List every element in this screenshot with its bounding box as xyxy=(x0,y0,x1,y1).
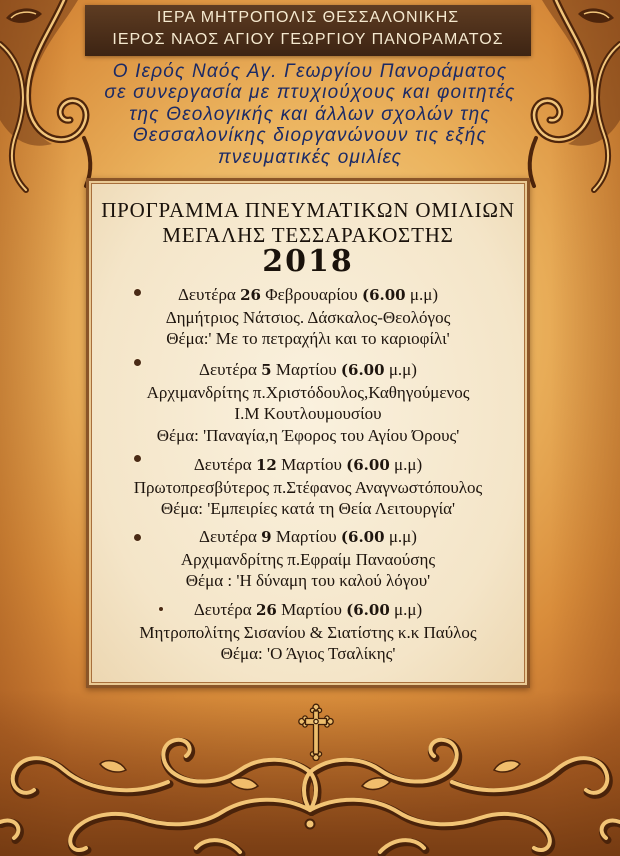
talk-time: (6.00 xyxy=(346,456,390,474)
talk-entry xyxy=(89,599,527,665)
talk-topic: Θέμα: 'Ο Άγιος Τσαλίκης' xyxy=(220,644,396,663)
talk-weekday: Δευτέρα xyxy=(199,527,257,546)
talk-topic: Θέμα:' Με το πετραχήλι και το καριοφίλι' xyxy=(166,329,450,348)
talk-time-suffix: μ.μ) xyxy=(409,285,438,304)
intro-line: της Θεολογικής και άλλων σχολών της xyxy=(129,103,491,125)
talk-day: 9 xyxy=(261,528,272,546)
header-metropolis: ΙΕΡΑ ΜΗΤΡΟΠΟΛΙΣ ΘΕΣΣΑΛΟΝΙΚΗΣ xyxy=(156,9,460,26)
talk-month: Μαρτίου xyxy=(275,527,337,546)
talk-date xyxy=(89,454,527,477)
talk-entry xyxy=(89,454,527,520)
talk-date xyxy=(89,359,527,382)
talk-speaker: Αρχιμανδρίτης π.Χριστόδουλος,Καθηγούμενος xyxy=(146,382,470,402)
talk-weekday: Δευτέρα xyxy=(199,360,257,379)
talk-speaker: Αρχιμανδρίτης π.Εφραίμ Παναούσης xyxy=(180,549,436,569)
talk-speaker: Πρωτοπρεσβύτερος π.Στέφανος Αναγνωστόπουλος xyxy=(133,477,483,497)
talk-time-suffix: μ.μ) xyxy=(388,360,417,379)
talk-month: Μαρτίου xyxy=(275,360,337,379)
talk-entry xyxy=(89,526,527,592)
talk-time-suffix: μ.μ) xyxy=(394,600,423,619)
talk-weekday: Δευτέρα xyxy=(177,285,236,304)
header-church: ΙΕΡΟΣ ΝΑΟΣ ΑΓΙΟΥ ΓΕΩΡΓΙΟΥ ΠΑΝΟΡΑΜΑΤΟΣ xyxy=(112,31,504,48)
intro-text xyxy=(0,61,620,168)
intro-line: σε συνεργασία με πτυχιούχους και φοιτητές xyxy=(104,82,516,104)
talk-topic: Θέμα : 'Η δύναμη του καλού λόγου' xyxy=(185,571,431,590)
talk-time-suffix: μ.μ) xyxy=(394,455,423,474)
talk-date xyxy=(89,599,527,622)
intro-line: Θεσσαλονίκης διοργανώνουν τις εξής xyxy=(132,125,488,147)
talk-entry xyxy=(89,284,527,350)
talk-weekday: Δευτέρα xyxy=(193,455,252,474)
talk-speaker: Μητροπολίτης Σισανίου & Σιατίστης κ.κ Παύλος xyxy=(139,622,477,642)
talk-topic: Θέμα: 'Παναγία,η Έφορος του Αγίου Όρους' xyxy=(156,425,460,445)
talk-time: (6.00 xyxy=(346,601,390,619)
intro-line: Ο Ιερός Ναός Αγ. Γεωργίου Πανοράματος xyxy=(112,61,508,82)
program-title: ΠΡΟΓΡΑΜΜΑ ΠΝΕΥΜΑΤΙΚΩΝ ΟΜΙΛΙΩΝ xyxy=(101,198,515,222)
talk-date xyxy=(89,526,527,549)
talk-entry xyxy=(89,359,527,446)
talk-speaker: Ι.Μ Κουτλουμουσίου xyxy=(234,404,382,423)
program-year: 2018 xyxy=(262,244,354,279)
talk-time: (6.00 xyxy=(361,286,406,304)
talk-speaker: Δημήτριος Νάτσιος. Δάσκαλος-Θεολόγος xyxy=(165,307,451,327)
talk-topic: Θέμα: 'Εμπειρίες κατά τη Θεία Λειτουργία' xyxy=(160,499,456,518)
cross-icon xyxy=(298,703,334,761)
talk-day: 5 xyxy=(261,361,272,379)
talk-day: 26 xyxy=(255,601,277,619)
talk-day: 26 xyxy=(240,286,261,304)
talk-month: Μαρτίου xyxy=(281,600,342,619)
talk-day: 12 xyxy=(255,456,277,474)
talk-month: Μαρτίου xyxy=(281,455,342,474)
talk-time-suffix: μ.μ) xyxy=(388,527,417,546)
talk-time: (6.00 xyxy=(340,361,385,379)
program-box xyxy=(86,178,530,688)
talk-time: (6.00 xyxy=(340,528,385,546)
talk-weekday: Δευτέρα xyxy=(193,600,252,619)
intro-line: πνευματικές ομιλίες xyxy=(217,146,403,168)
talk-month: Φεβρουαρίου xyxy=(265,285,358,304)
program-subtitle: ΜΕΓΑΛΗΣ ΤΕΣΣΑΡΑΚΟΣΤΗΣ xyxy=(162,223,454,247)
header-banner xyxy=(85,5,531,56)
talk-date xyxy=(89,284,527,307)
